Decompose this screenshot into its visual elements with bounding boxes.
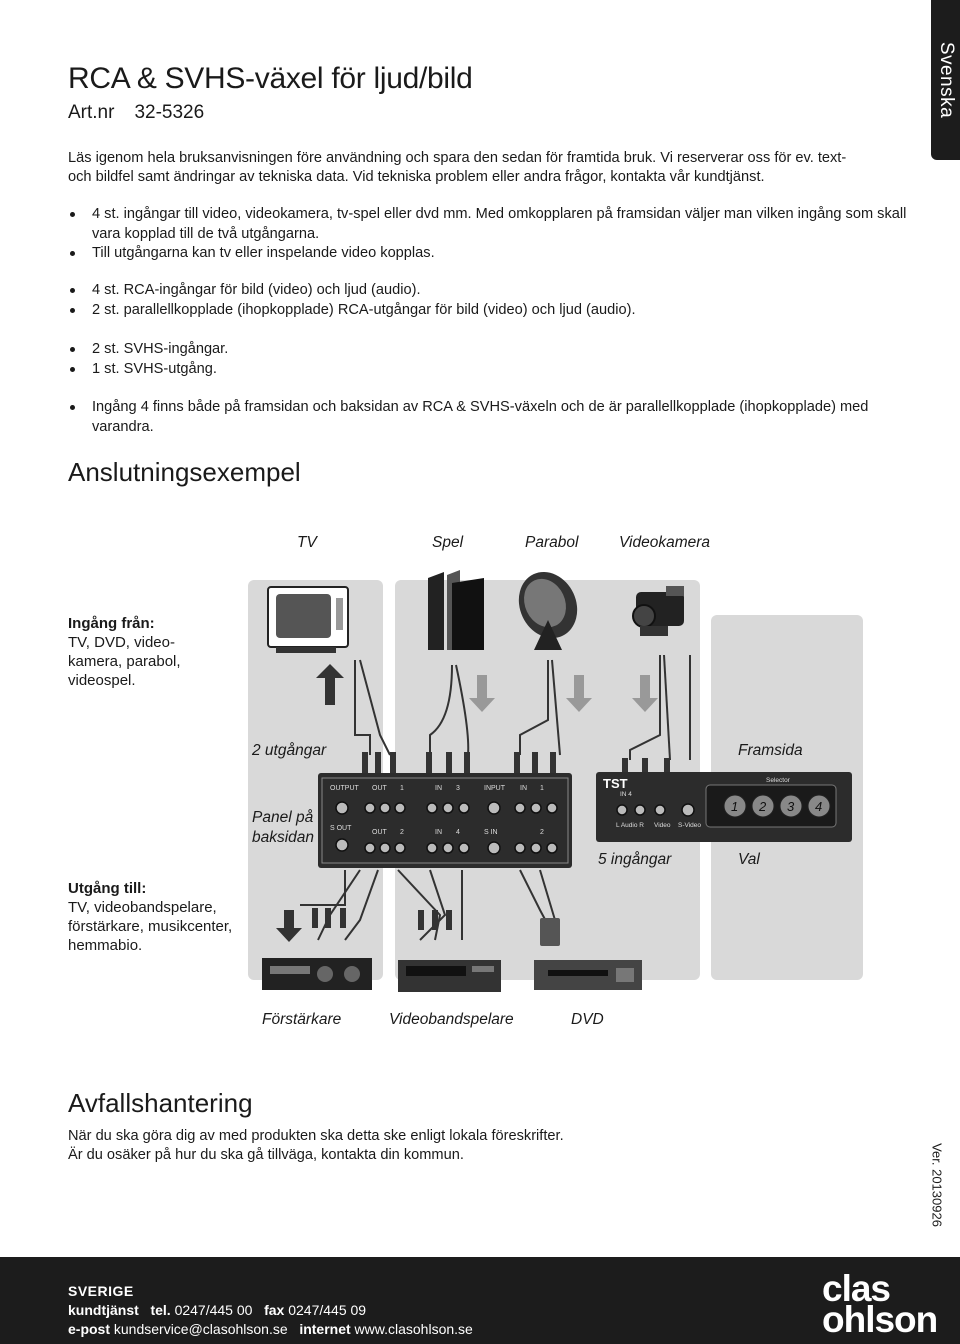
panel-out-label: OUT [372, 829, 387, 836]
output-to-text: TV, videobandspelare, förstärkare, musikcenter, hemmabio. [68, 899, 233, 954]
panel-output-label: OUTPUT [330, 785, 359, 792]
device-label-amplifier: Förstärkare [262, 1011, 342, 1028]
selector-label: Selector [766, 777, 790, 784]
input-from-block [68, 614, 238, 690]
selector-button-2: 2 [759, 799, 767, 814]
bullet-list-4 [68, 398, 908, 437]
version-block [927, 1140, 947, 1230]
tv-icon [268, 587, 348, 653]
brand-logo [822, 1268, 938, 1340]
bullet-list-2 [68, 281, 908, 320]
input-from-text: TV, DVD, video-kamera, parabol, videospel. [68, 634, 181, 689]
list-item: 4 st. ingångar till video, videokamera, tv-spel eller dvd mm. Med omkopplaren på framsidan väljer man vilken ingång som skall vara kopplad till de två utgångarna. [68, 205, 908, 244]
panel-num-label: 4 [456, 829, 460, 836]
version-label: Ver. 20130926 [929, 1143, 945, 1227]
list-item: 4 st. RCA-ingångar för bild (video) och ljud (audio). [68, 281, 908, 301]
connection-diagram [0, 520, 960, 1040]
panel-num-label: 2 [540, 829, 544, 836]
output-to-title: Utgång till: [68, 880, 147, 897]
logo-line-1: clas [822, 1268, 891, 1309]
waste-text [68, 1127, 564, 1165]
artnr-label: Art.nr [68, 102, 115, 123]
footer-web-line [68, 1321, 473, 1337]
web-link[interactable]: www.clasohlson.se [354, 1321, 473, 1337]
panel-num-label: 1 [400, 785, 404, 792]
panel-out-label: OUT [372, 785, 387, 792]
list-item: 2 st. SVHS-ingångar. [68, 340, 908, 360]
selector-button-3: 3 [787, 799, 795, 814]
panel-num-label: 2 [400, 829, 404, 836]
artnr-value: 32-5326 [134, 102, 205, 123]
fax-value: 0247/445 09 [288, 1302, 367, 1318]
selector-button-4: 4 [815, 799, 823, 814]
bullet-list-3 [68, 340, 908, 379]
device-label-dvd: DVD [571, 1011, 604, 1028]
intro-text: Läs igenom hela bruksanvisningen före användning och spara den sedan för framtida bruk. Vi reserverar oss för ev. text- och bildfel samt ändringar av tekniska data. Vid tekniska problem eller andra frågor, kontakta vår kundtjänst. [68, 150, 847, 185]
panel-in-label: IN [520, 785, 527, 792]
waste-line-2: Är du osäker på hur du ska gå tillväga, kontakta din kommun. [68, 1147, 464, 1163]
panel-num-label: 3 [456, 785, 460, 792]
front-svideo-label: S-Video [678, 822, 702, 829]
game-icon [428, 570, 484, 650]
footer [0, 1257, 960, 1344]
selector-button-1: 1 [731, 799, 739, 814]
logo-line-2: ohlson [822, 1299, 938, 1340]
tel-value[interactable]: 0247/445 00 [174, 1302, 253, 1318]
bullet-list-1 [68, 205, 908, 264]
footer-country: SVERIGE [68, 1283, 134, 1299]
page-title: RCA & SVHS-växel för ljud/bild [68, 62, 473, 95]
section-heading-example: Anslutningsexempel [68, 457, 301, 487]
device-label-satellite: Parabol [525, 534, 579, 551]
front-audio-label: L Audio R [616, 822, 644, 829]
device-label-camcorder: Videokamera [619, 534, 711, 551]
web-label: internet [299, 1321, 351, 1337]
five-inputs-label: 5 ingångar [598, 851, 672, 868]
list-item: 2 st. parallellkopplade (ihopkopplade) RCA-utgångar för bild (video) och ljud (audio). [68, 301, 908, 321]
footer-contact-line [68, 1302, 366, 1318]
panel-sout-label: S OUT [330, 825, 352, 832]
list-item: Till utgångarna kan tv eller inspelande video kopplas. [68, 244, 908, 264]
email-label: e-post [68, 1321, 110, 1337]
list-item: 1 st. SVHS-utgång. [68, 360, 908, 380]
panel-num-label: 1 [540, 785, 544, 792]
input-from-title: Ingång från: [68, 615, 155, 632]
fax-label: fax [264, 1302, 285, 1318]
service-label: kundtjänst [68, 1302, 139, 1318]
list-item: Ingång 4 finns både på framsidan och baksidan av RCA & SVHS-växeln och de är parallellkopplade (ihopkopplade) med varandra. [68, 398, 908, 437]
front-label: Framsida [738, 742, 803, 759]
article-number [68, 102, 204, 124]
amplifier-icon [262, 958, 372, 990]
vcr-icon [398, 960, 501, 992]
device-label-game: Spel [432, 534, 464, 551]
language-tab [931, 0, 960, 160]
panel-in-label: IN [435, 785, 442, 792]
panel-sin-label: S IN [484, 829, 498, 836]
email-link[interactable]: kundservice@clasohlson.se [113, 1321, 288, 1337]
front-video-label: Video [654, 822, 671, 829]
front-in4-label: IN 4 [620, 791, 632, 798]
device-label-tv: TV [297, 534, 317, 551]
rear-panel-label: Panel på baksidan [252, 809, 315, 846]
brand-label: TST [603, 776, 628, 791]
output-to-block [68, 879, 238, 955]
tel-label: tel. [150, 1302, 171, 1318]
language-label: Svenska [935, 41, 957, 119]
waste-line-1: När du ska göra dig av med produkten ska detta ske enligt lokala föreskrifter. [68, 1128, 564, 1144]
two-outputs-label: 2 utgångar [252, 742, 327, 759]
device-label-vcr: Videobandspelare [389, 1011, 514, 1028]
section-heading-waste: Avfallshantering [68, 1088, 253, 1118]
panel-in-label: IN [435, 829, 442, 836]
select-label: Val [738, 851, 760, 868]
dvd-icon [534, 960, 642, 990]
panel-input-label: INPUT [484, 785, 505, 792]
